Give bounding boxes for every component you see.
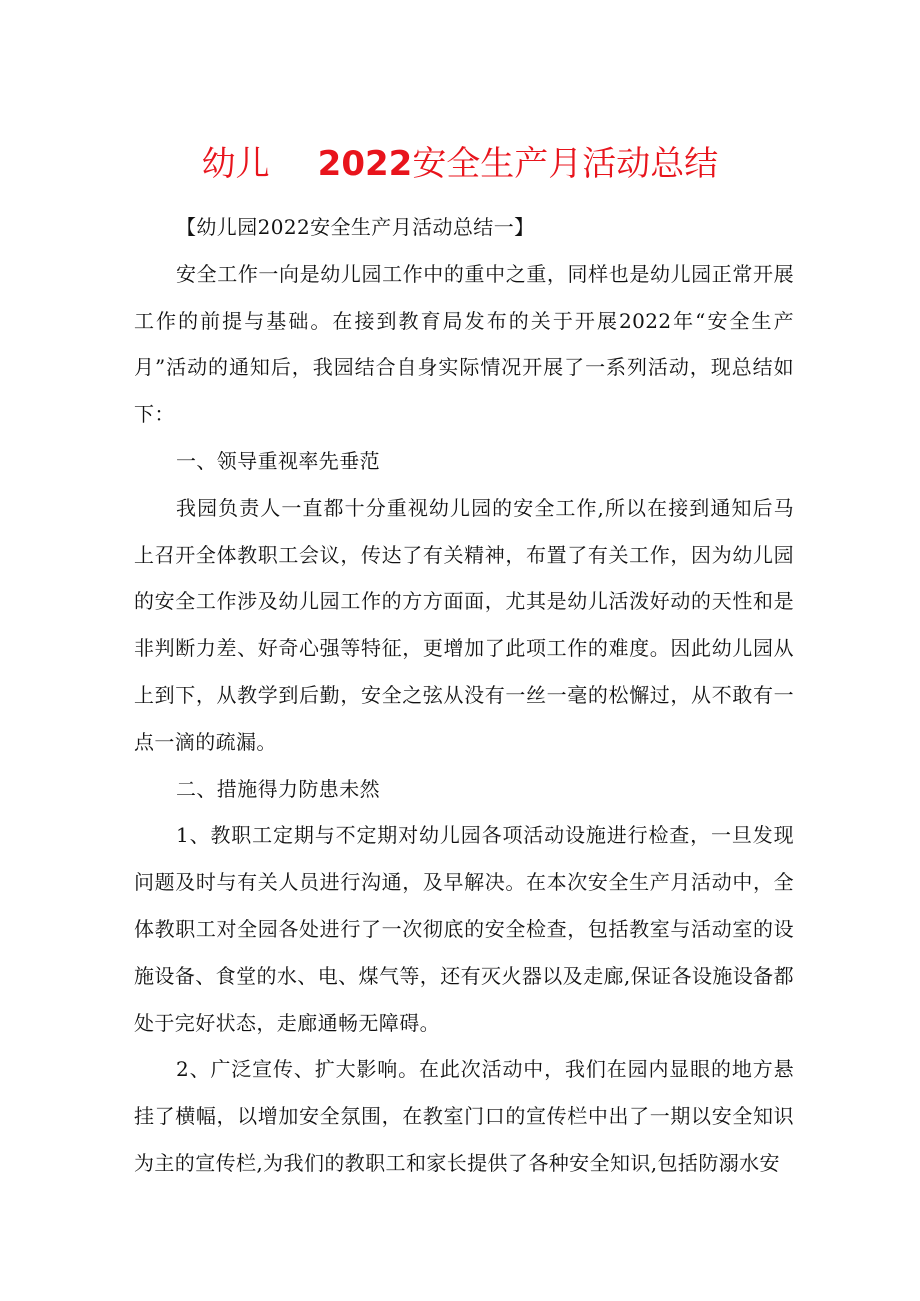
subtitle: 【幼儿园2022安全生产月活动总结一】 (176, 215, 535, 239)
document-title (0, 138, 920, 190)
intro-paragraph: 安全工作一向是幼儿园工作中的重中之重，同样也是幼儿园正常开展工作的前提与基础。在接到教育局发布的关于开展2022年“安全生产月”活动的通知后，我园结合自身实际情况开展了一系列活动，现总结如下： (134, 261, 794, 427)
section-2-heading: 二、措施得力防患未然 (176, 776, 380, 801)
title-part-1: 幼儿 (201, 144, 270, 184)
section-1-heading: 一、领导重视率先垂范 (176, 448, 380, 473)
title-part-2: 安全生产月活动总结 (412, 144, 719, 184)
title-year: 2022 (317, 144, 413, 184)
section-2-item-2: 2、广泛宣传、扩大影响。在此次活动中，我们在园内显眼的地方悬挂了横幅，以增加安全氛围，在教室门口的宣传栏中出了一期以安全知识为主的宣传栏,为我们的教职工和家长提供了各种安全知识,包括防溺水安 (134, 1057, 794, 1175)
section-2-item-1: 1、教职工定期与不定期对幼儿园各项活动设施进行检查，一旦发现问题及时与有关人员进行沟通，及早解决。在本次安全生产月活动中，全体教职工对全园各处进行了一次彻底的安全检查，包括教室与活动室的设施设备、食堂的水、电、煤气等，还有灭火器以及走廊,保证各设施设备都处于完好状态，走廊通畅无障碍。 (134, 823, 794, 1035)
section-1-paragraph: 我园负责人一直都十分重视幼儿园的安全工作,所以在接到通知后马上召开全体教职工会议，传达了有关精神，布置了有关工作，因为幼儿园的安全工作涉及幼儿园工作的方方面面，尤其是幼儿活泼好动的天性和是非判断力差、好奇心强等特征，更增加了此项工作的难度。因此幼儿园从上到下，从教学到后勤，安全之弦从没有一丝一毫的松懈过，从不敢有一点一滴的疏漏。 (134, 495, 794, 754)
document-body (134, 204, 794, 1187)
